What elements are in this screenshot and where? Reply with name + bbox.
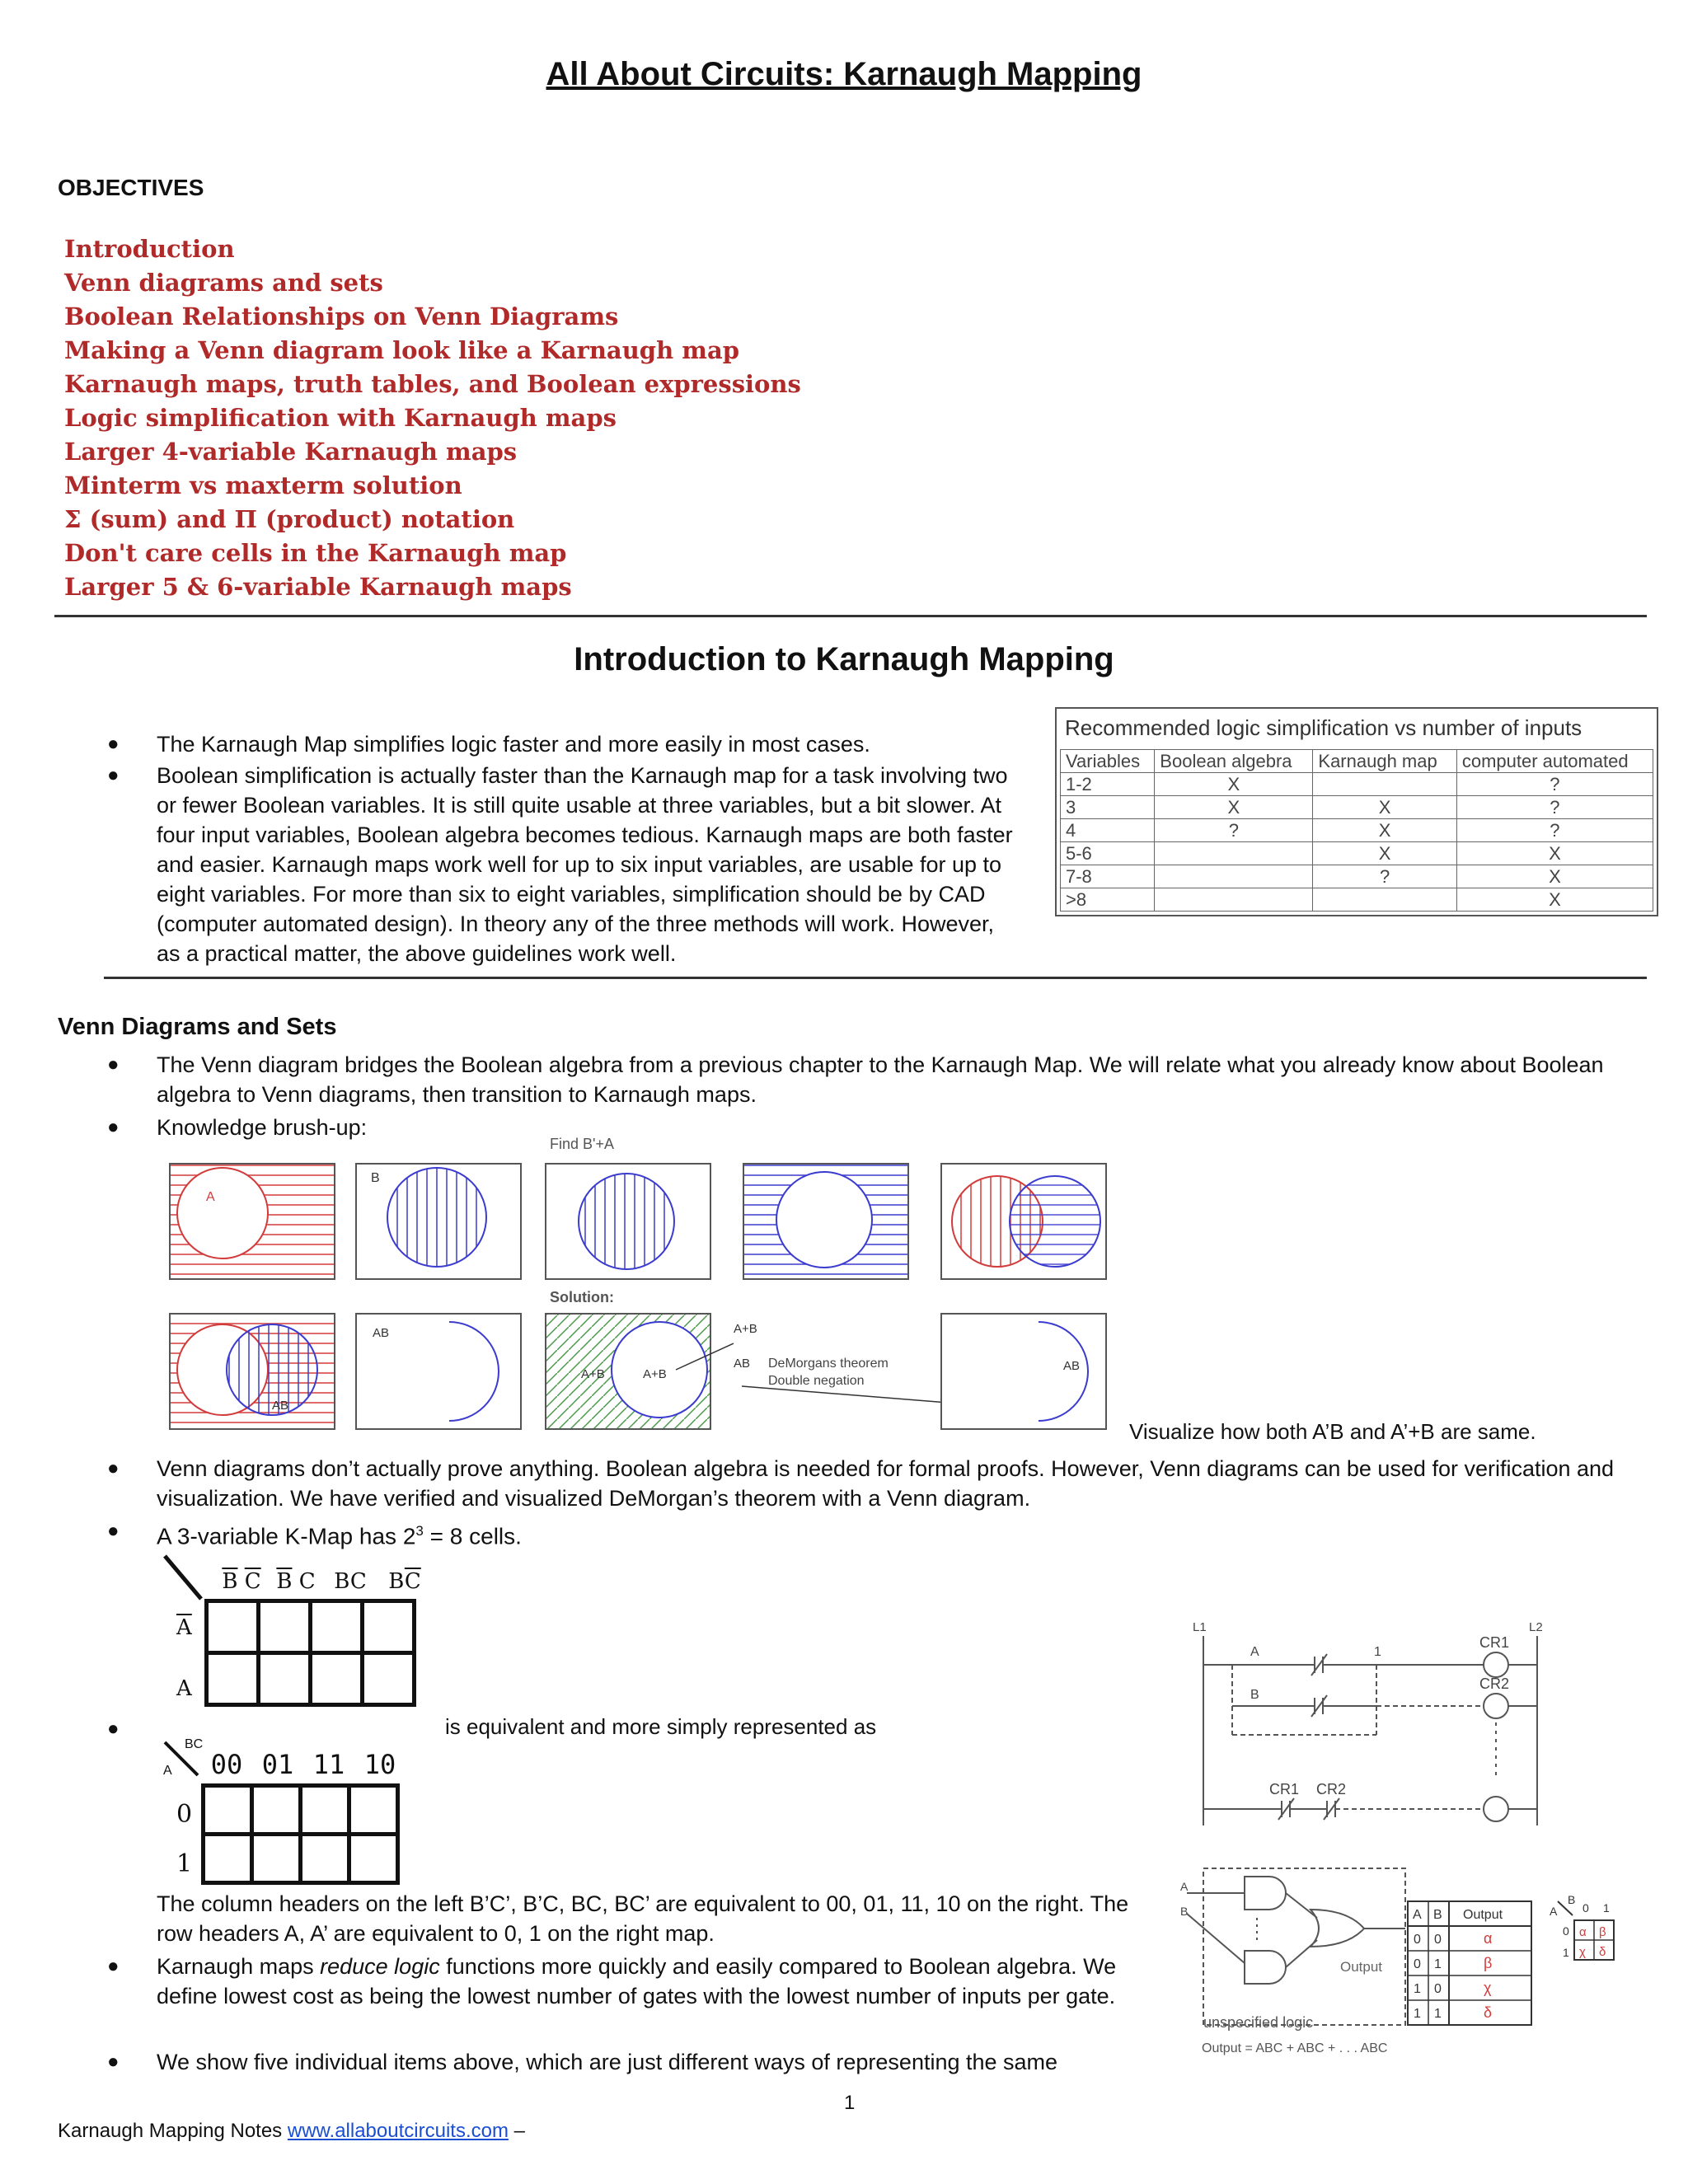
svg-text:AB: AB xyxy=(373,1326,390,1340)
venn-caption: Visualize how both A’B and A’+B are same. xyxy=(1129,1419,1536,1444)
venn-bullet-1: ● The Venn diagram bridges the Boolean algebra from a previous chapter to the Karnaugh Map. We will relate what you already know about Boolean algebra to Venn diagrams, then transition to Karnaugh maps. xyxy=(107,1052,1604,1107)
kmap-explanation: The column headers on the left B’C’, B’C, BC, BC’ are equivalent to 00, 01, 11, 10 on the right. The row headers A, A’ are equivalent to 0, 1 on the right map. xyxy=(157,1891,1129,1946)
objective-item[interactable]: Karnaugh maps, truth tables, and Boolean expressions xyxy=(64,370,801,398)
objective-item[interactable]: Logic simplification with Karnaugh maps xyxy=(64,404,617,432)
kmap-row-header: A xyxy=(176,1676,192,1701)
objective-item[interactable]: Making a Venn diagram look like a Karnaugh map xyxy=(64,336,740,364)
table-cell: ? xyxy=(1456,796,1653,819)
svg-text:α: α xyxy=(1579,1925,1587,1939)
svg-text:B: B xyxy=(1568,1893,1576,1906)
table-cell: X xyxy=(1456,865,1653,888)
venn-bullet-6: ● Karnaugh maps reduce logic functions more quickly and easily compared to Boolean algebra. We define lowest cost as being the lowest number of gates with the lowest number of inputs per gate. xyxy=(107,1954,1117,2008)
logic-input-b: B xyxy=(1180,1905,1189,1918)
objective-item[interactable]: Σ (sum) and Π (product) notation xyxy=(64,505,515,533)
kmap-col-header: BC xyxy=(334,1569,367,1594)
table-cell: 3 xyxy=(1061,796,1155,819)
ladder-1: 1 xyxy=(1374,1645,1381,1659)
table-cell: X xyxy=(1155,773,1313,796)
table-header: computer automated xyxy=(1456,750,1653,773)
objective-item[interactable]: Minterm vs maxterm solution xyxy=(64,471,462,499)
objective-item[interactable]: Larger 5 & 6-variable Karnaugh maps xyxy=(64,573,572,601)
venn-panel-solution xyxy=(546,1314,734,1429)
venn-diagram-figure xyxy=(165,1131,1121,1436)
svg-text:χ: χ xyxy=(1484,1980,1492,1996)
venn-heading: Venn Diagrams and Sets xyxy=(58,1014,337,1040)
objective-item[interactable]: Don't care cells in the Karnaugh map xyxy=(64,539,567,567)
ladder-l1: L1 xyxy=(1193,1620,1207,1634)
svg-text:AB: AB xyxy=(1063,1359,1081,1373)
svg-text:1: 1 xyxy=(1603,1901,1610,1915)
logic-input-a: A xyxy=(1180,1880,1189,1893)
venn-bullet-4: ● A 3-variable K-Map has $2^3 = 8$ cells. xyxy=(107,1520,522,1549)
kmap-corner-top: BC xyxy=(185,1737,204,1751)
table-row xyxy=(1061,865,1653,888)
ladder-l2: L2 xyxy=(1529,1620,1543,1634)
venn-bullet-3: ● Venn diagrams don’t actually prove anything. Boolean algebra is needed for formal proofs. However, Venn diagrams can be used for verification and visualization. We have verified and visualized DeMorgan’s theorem with a Venn diagram. xyxy=(107,1456,1615,1511)
equiv-text: is equivalent and more simply represented as xyxy=(445,1714,877,1739)
footer: Karnaugh Mapping Notes www.allaboutcircuits.com – xyxy=(58,2120,525,2142)
solution-label: Solution: xyxy=(550,1289,614,1305)
ladder-cr1: CR1 xyxy=(1479,1634,1510,1651)
svg-text:δ: δ xyxy=(1484,2004,1493,2021)
svg-text:A: A xyxy=(1550,1905,1558,1918)
ladder-cr2-contact: CR2 xyxy=(1316,1781,1347,1797)
venn-panel-union xyxy=(941,1164,1106,1279)
find-label: Find B'+A xyxy=(550,1136,614,1152)
table-cell xyxy=(1155,865,1313,888)
table-cell: X xyxy=(1456,842,1653,865)
table-cell: 5-6 xyxy=(1061,842,1155,865)
table-cell: X xyxy=(1313,819,1456,842)
svg-text:χ: χ xyxy=(1579,1945,1586,1959)
svg-text:δ: δ xyxy=(1599,1945,1606,1959)
logic-output-label: Output xyxy=(1340,1959,1383,1975)
intro-bullet-2: ● Boolean simplification is actually faster than the Karnaugh map for a task involving two or fewer Boolean variables. It is still quite usable at three variables, but a bit slower. At four input variables, Boolean algebra becomes tedious. Karnaugh maps are both faster and easier. Karnaugh maps work well for up to six input variables, are usable for up to eight variables. For more than six to eight variables, simplification should be by CAD (computer automated design). In theory any of the three methods will work. However, as a practical matter, the above guidelines work well. xyxy=(107,763,1013,966)
table-cell: ? xyxy=(1155,819,1313,842)
divider xyxy=(54,615,1647,617)
svg-text:1: 1 xyxy=(1414,1982,1421,1996)
table-cell: 7-8 xyxy=(1061,865,1155,888)
svg-text:A+B: A+B xyxy=(643,1367,667,1381)
svg-text:1: 1 xyxy=(1434,1957,1442,1971)
objectives-list xyxy=(64,232,801,604)
svg-text:B: B xyxy=(371,1171,380,1185)
svg-text:0: 0 xyxy=(1563,1924,1569,1938)
table-row xyxy=(1061,819,1653,842)
objective-item[interactable]: Larger 4-variable Karnaugh maps xyxy=(64,438,518,466)
kmap-corner-left: A xyxy=(163,1764,172,1778)
svg-text:Output: Output xyxy=(1463,1908,1503,1922)
table-cell: 1-2 xyxy=(1061,773,1155,796)
objective-item[interactable]: Venn diagrams and sets xyxy=(64,269,383,297)
venn-panel-b xyxy=(356,1164,521,1279)
kmap-grid-1 xyxy=(204,1599,416,1707)
table-row xyxy=(1061,796,1653,819)
svg-text:1: 1 xyxy=(1414,2007,1421,2021)
intro-bullet-1: ● The Karnaugh Map simplifies logic faster and more easily in most cases. xyxy=(107,732,870,757)
svg-text:β: β xyxy=(1484,1955,1493,1971)
kmap-row-header: 0 xyxy=(176,1800,193,1829)
table-row xyxy=(1061,842,1653,865)
svg-text:1: 1 xyxy=(1563,1946,1569,1959)
kmap-grid-2 xyxy=(201,1783,400,1885)
ladder-logic-diagram xyxy=(1191,1619,1554,1835)
objective-item[interactable]: Boolean Relationships on Venn Diagrams xyxy=(64,302,619,330)
svg-text:β: β xyxy=(1599,1925,1606,1939)
kmap-3var-letters xyxy=(162,1553,434,1726)
svg-text:AB: AB xyxy=(734,1357,751,1371)
svg-text:A+B: A+B xyxy=(581,1367,605,1381)
table-cell: ? xyxy=(1456,773,1653,796)
kmap-row-header: 1 xyxy=(176,1849,193,1878)
table-title: Recommended logic simplification vs number of inputs xyxy=(1065,715,1582,740)
svg-text:A: A xyxy=(1413,1908,1422,1922)
recommendation-table xyxy=(1055,707,1658,916)
venn-panel-intersect xyxy=(170,1314,335,1429)
output-expression: Output = ABC + ABC + . . . ABC xyxy=(1202,2041,1388,2055)
intro-heading: Introduction to Karnaugh Mapping xyxy=(574,641,1114,677)
ladder-cr1-contact: CR1 xyxy=(1269,1781,1300,1797)
svg-text:A: A xyxy=(206,1190,215,1204)
recommendation-grid xyxy=(1060,749,1653,912)
venn-bullet-2: ● Knowledge brush-up: xyxy=(107,1115,368,1140)
truth-table xyxy=(1408,1901,1531,2025)
venn-panel-ab xyxy=(356,1314,521,1429)
svg-text:0: 0 xyxy=(1434,1933,1442,1947)
page-title: All About Circuits: Karnaugh Mapping xyxy=(546,56,1142,92)
footer-link[interactable]: www.allaboutcircuits.com xyxy=(287,2120,509,2142)
svg-text:AB: AB xyxy=(272,1399,289,1413)
table-header: Boolean algebra xyxy=(1155,750,1313,773)
table-cell: >8 xyxy=(1061,888,1155,912)
table-cell: X xyxy=(1456,888,1653,912)
table-cell: ? xyxy=(1313,865,1456,888)
svg-text:0: 0 xyxy=(1414,1957,1421,1971)
table-cell xyxy=(1313,888,1456,912)
venn-bullet-7: ● We show five individual items above, which are just different ways of representing the same xyxy=(107,2050,1058,2074)
venn-panel-find xyxy=(546,1164,710,1279)
table-cell: 4 xyxy=(1061,819,1155,842)
table-cell: X xyxy=(1313,842,1456,865)
logic-gate-figure xyxy=(1179,1864,1640,2062)
divider xyxy=(104,977,1647,979)
svg-text:0: 0 xyxy=(1582,1901,1589,1915)
table-cell: X xyxy=(1155,796,1313,819)
unspecified-logic-label: unspecified logic xyxy=(1203,2014,1314,2031)
demorgan-label: DeMorgans theorem xyxy=(768,1357,889,1371)
svg-text:A+B: A+B xyxy=(734,1322,757,1336)
kmap-col-headers: 00 01 11 10 xyxy=(210,1749,396,1780)
double-neg-label: Double negation xyxy=(768,1374,865,1388)
table-row xyxy=(1061,773,1653,796)
table-cell xyxy=(1155,842,1313,865)
svg-text:α: α xyxy=(1484,1930,1493,1947)
table-cell: ? xyxy=(1456,819,1653,842)
table-cell: X xyxy=(1313,796,1456,819)
table-cell xyxy=(1313,773,1456,796)
kmap-3var-binary xyxy=(162,1737,409,1889)
mini-kmap xyxy=(1550,1893,1614,1960)
ladder-cr2: CR2 xyxy=(1479,1675,1510,1692)
kmap-row-header: $\overline{A}$ xyxy=(176,1615,192,1640)
svg-text:0: 0 xyxy=(1414,1933,1421,1947)
table-row xyxy=(1061,888,1653,912)
venn-panel-not-b xyxy=(743,1164,908,1279)
svg-text:1: 1 xyxy=(1434,2007,1442,2021)
ladder-b: B xyxy=(1250,1688,1259,1702)
objective-item[interactable]: Introduction xyxy=(64,235,235,263)
ladder-a: A xyxy=(1250,1645,1259,1659)
kmap-col-headers: $\overline{B}$ $\overline{C}$ $\overline{B}$ C BC $B\overline{C}$ xyxy=(222,1569,421,1594)
svg-text:0: 0 xyxy=(1434,1982,1442,1996)
table-cell xyxy=(1155,888,1313,912)
page-number: 1 xyxy=(844,2092,856,2114)
table-header: Karnaugh map xyxy=(1313,750,1456,773)
venn-panel-not-a xyxy=(170,1164,335,1279)
objectives-heading: OBJECTIVES xyxy=(58,175,204,200)
table-header: Variables xyxy=(1061,750,1155,773)
svg-text:B: B xyxy=(1433,1908,1442,1922)
venn-panel-result xyxy=(941,1314,1106,1429)
